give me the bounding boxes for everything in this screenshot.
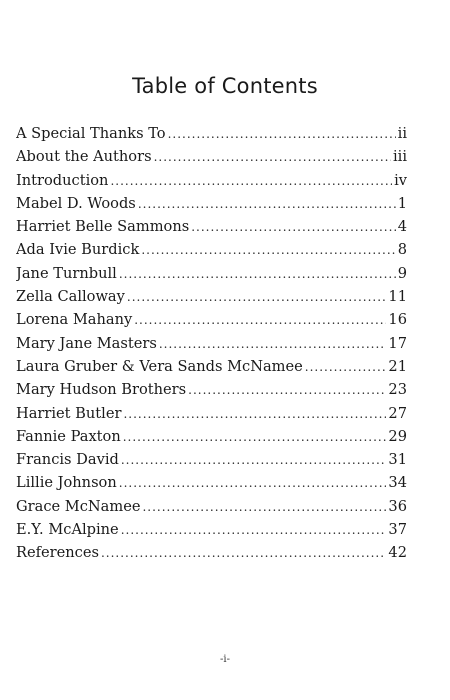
dot-leader [168,123,396,145]
toc-entry [16,192,407,215]
toc-entry-page: 29 [388,427,407,445]
dot-leader [123,426,387,448]
toc-entry-title: Lillie Johnson [16,474,117,492]
page-title: Table of Contents [132,74,318,98]
dot-leader [188,379,386,401]
toc-entry-page: iii [392,148,407,166]
toc-entry [16,448,407,471]
toc-entry-title: Grace McNamee [16,497,141,515]
dot-leader [123,403,386,425]
toc-entry-title: Introduction [16,171,109,189]
dot-leader [127,286,387,308]
dot-leader [154,146,391,168]
toc-entry-page: 11 [388,288,407,306]
toc-entry-page: 23 [388,381,407,399]
toc-entry [16,285,407,308]
toc-entry-page: 9 [397,264,407,282]
toc-entry-page: 21 [388,357,407,375]
toc-entry-title: Mary Jane Masters [16,334,157,352]
dot-leader [110,170,392,192]
toc-entry [16,425,407,448]
toc-entry-title: Harriet Belle Sammons [16,218,190,236]
dot-leader [121,449,387,471]
dot-leader [159,333,387,355]
dot-leader [119,472,387,494]
toc-entry-page: 34 [388,474,407,492]
toc-entry-page: 1 [397,194,407,212]
toc-entry [16,238,407,261]
toc-entry-title: Harriet Butler [16,404,122,422]
toc-entry-title: Ada Ivie Burdick [16,241,140,259]
page-number: -i- [220,654,230,665]
dot-leader [101,542,386,564]
toc-entry-title: A Special Thanks To [16,125,166,142]
dot-leader [305,356,387,378]
dot-leader [141,239,395,261]
dot-leader [121,519,387,541]
toc-entry [16,332,407,355]
toc-entry [16,169,407,192]
toc-entry [16,262,407,285]
toc-entry-title: Lorena Mahany [16,311,133,329]
toc-entry [16,378,407,401]
dot-leader [119,263,396,285]
toc-entry [16,355,407,378]
dot-leader [191,216,395,238]
dot-leader [138,193,396,215]
toc-entry-page: 31 [388,451,407,469]
toc-list [16,122,407,565]
toc-entry [16,495,407,518]
toc-entry-title: About the Authors [16,148,152,166]
toc-entry-title: Francis David [16,451,119,469]
toc-entry [16,308,407,331]
toc-entry-page: 36 [388,497,407,515]
toc-entry [16,471,407,494]
toc-entry-page: ii [397,125,407,142]
toc-entry [16,215,407,238]
dot-leader [142,496,386,518]
toc-entry-title: E.Y. McAlpine [16,521,119,539]
toc-entry [16,122,407,145]
toc-entry-title: Laura Gruber & Vera Sands McNamee [16,357,303,375]
toc-entry-page: 16 [388,311,407,329]
toc-entry-title: Zella Calloway [16,288,125,306]
toc-entry-title: References [16,544,99,562]
toc-entry-page: 37 [388,521,407,539]
toc-entry [16,518,407,541]
toc-entry [16,541,407,564]
toc-entry-page: 8 [397,241,407,259]
toc-entry-page: iv [394,171,407,189]
toc-entry-page: 17 [388,334,407,352]
toc-entry-page: 42 [388,544,407,562]
toc-entry-title: Mary Hudson Brothers [16,381,187,399]
toc-entry-page: 4 [397,218,407,236]
toc-entry-page: 27 [388,404,407,422]
dot-leader [134,309,386,331]
toc-entry [16,145,407,168]
toc-entry-title: Mabel D. Woods [16,194,136,212]
toc-entry-title: Fannie Paxton [16,427,121,445]
toc-entry [16,402,407,425]
toc-entry-title: Jane Turnbull [16,264,117,282]
